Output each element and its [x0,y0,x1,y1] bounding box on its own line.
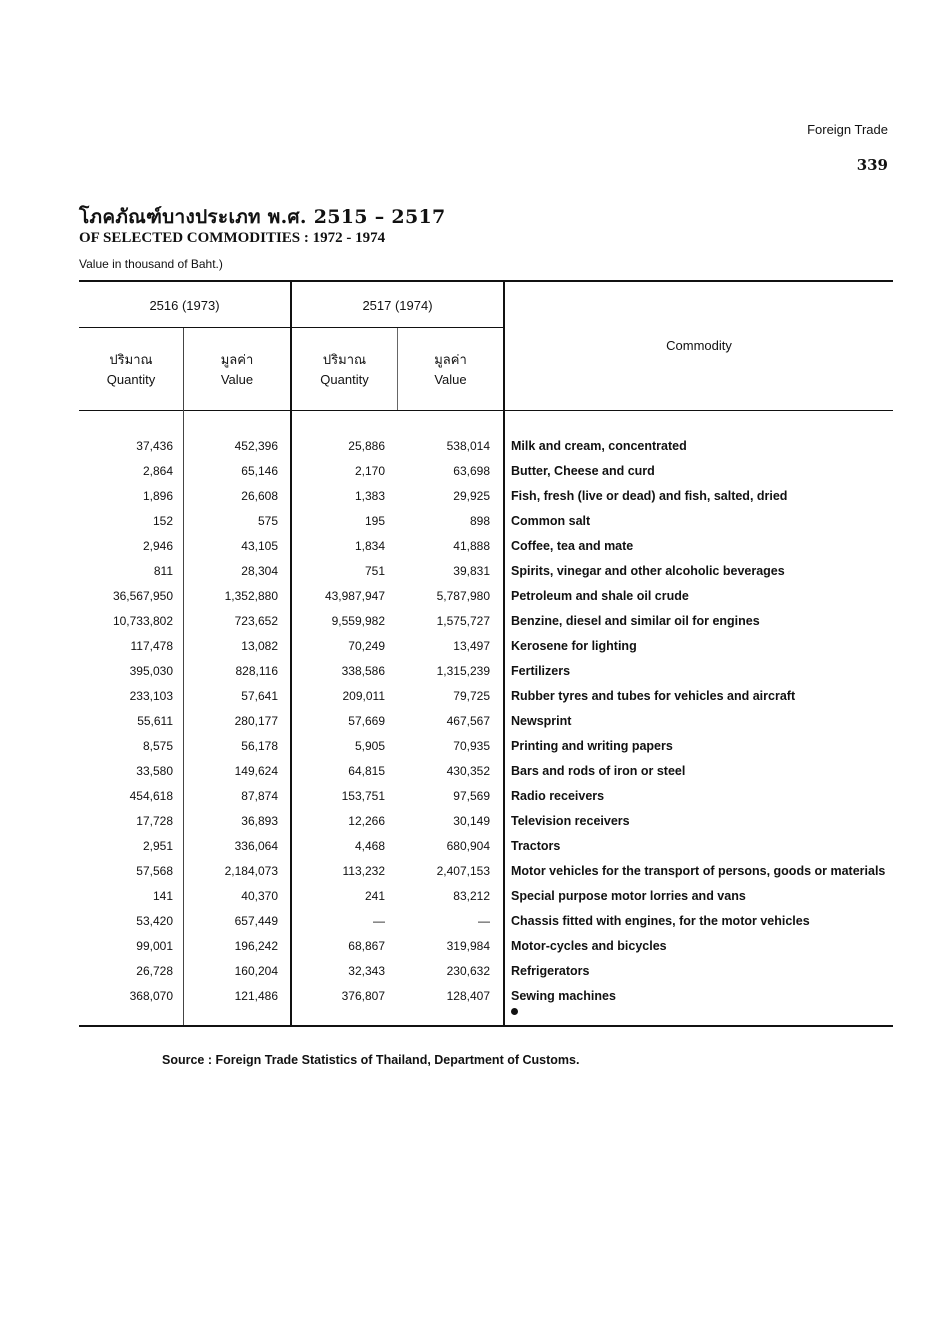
cell-value-1973: 828,116 [235,664,278,678]
cell-quantity-1973: 395,030 [129,664,173,678]
col-header-quantity-1973 [79,350,183,390]
cell-quantity-1973: 141 [152,889,173,903]
cell-commodity: Refrigerators [511,964,590,978]
cell-value-1973: 149,624 [234,764,278,778]
cell-value-1974: 70,935 [453,739,490,753]
cell-quantity-1974: 113,232 [342,864,385,878]
cell-quantity-1973: 36,567,950 [112,589,173,603]
year-header-1974: 2517 (1974) [362,298,433,313]
cell-value-1973: 1,352,880 [224,589,278,603]
commodity-table [79,280,893,1028]
cell-commodity: Printing and writing papers [511,739,673,753]
cell-value-1974: 230,632 [446,964,490,978]
cell-quantity-1973: 55,611 [137,714,173,728]
cell-value-1973: 2,184,073 [224,864,278,878]
cell-value-1974: 97,569 [453,789,490,803]
cell-quantity-1973: 53,420 [136,914,173,928]
cell-quantity-1973: 811 [153,564,173,578]
cell-commodity: Chassis fitted with engines, for the motor vehicles [511,914,810,928]
source-note: Source : Foreign Trade Statistics of Thailand, Department of Customs. [162,1053,580,1067]
cell-quantity-1973: 2,946 [142,539,173,553]
year-header-1973: 2516 (1973) [149,298,220,313]
cell-value-1974: 319,984 [446,939,490,953]
title-thai: โภคภัณฑ์บางประเภท พ.ศ. 2515 – 2517 [79,206,446,228]
cell-commodity: Spirits, vinegar and other alcoholic beverages [511,564,785,578]
cell-quantity-1973: 17,728 [136,814,173,828]
cell-value-1973: 575 [257,514,278,528]
cell-quantity-1974: 43,987,947 [324,589,385,603]
cell-quantity-1973: 33,580 [136,764,173,778]
cell-quantity-1973: 1,896 [142,489,173,503]
cell-value-1974: 79,725 [453,689,490,703]
cell-value-1974: 680,904 [446,839,490,853]
cell-quantity-1974: 5,905 [354,739,385,753]
cell-value-1973: 28,304 [241,564,278,578]
cell-value-1974: 1,315,239 [436,664,490,678]
cell-quantity-1974: 751 [364,564,385,578]
cell-value-1974: 41,888 [453,539,490,553]
cell-commodity: Television receivers [511,814,630,828]
cell-commodity: Coffee, tea and mate [511,539,634,553]
cell-value-1973: 13,082 [241,639,278,653]
cell-value-1974: 39,831 [453,564,490,578]
table-subtitle: Value in thousand of Baht.) [79,257,223,271]
cell-value-1974: 430,352 [446,764,490,778]
cell-quantity-1973: 37,436 [136,439,173,453]
cell-quantity-1974: 64,815 [348,764,385,778]
col-header-thai: มูลค่า [220,352,254,367]
cell-value-1973: 336,064 [234,839,278,853]
cell-quantity-1973: 454,618 [129,789,173,803]
cell-quantity-1974: 68,867 [348,939,385,953]
cell-value-1973: 43,105 [241,539,278,553]
cell-quantity-1973: 99,001 [136,939,173,953]
cell-value-1973: 280,177 [234,714,278,728]
cell-quantity-1973: 57,568 [136,864,173,878]
cell-value-1974: 128,407 [446,989,490,1003]
cell-value-1973: 87,874 [241,789,278,803]
col-header-thai: มูลค่า [434,352,467,367]
cell-value-1974: 30,149 [453,814,490,828]
cell-value-1973: 36,893 [241,814,278,828]
col-header-thai: ปริมาณ [109,352,153,367]
cell-quantity-1974: 12,266 [348,814,385,828]
cell-quantity-1974: 4,468 [354,839,385,853]
cell-value-1974: 83,212 [453,889,490,903]
cell-quantity-1974: 153,751 [341,789,385,803]
cell-quantity-1973: 233,103 [129,689,173,703]
cell-commodity: Butter, Cheese and curd [511,464,655,478]
cell-value-1973: 160,204 [234,964,278,978]
cell-quantity-1973: 2,951 [142,839,173,853]
cell-quantity-1974: 195 [364,514,385,528]
col-header-value-1973 [184,350,290,390]
cell-value-1974: 29,925 [453,489,490,503]
cell-quantity-1974: 32,343 [348,964,385,978]
cell-commodity: Fertilizers [511,664,571,678]
cell-value-1973: 196,242 [234,939,278,953]
page-number: 339 [856,156,888,174]
cell-quantity-1974: 9,559,982 [331,614,385,628]
cell-value-1973: 452,396 [234,439,278,453]
cell-quantity-1973: 8,575 [142,739,173,753]
cell-value-1974: 1,575,727 [436,614,490,628]
cell-commodity: Rubber tyres and tubes for vehicles and aircraft [511,689,796,703]
cell-quantity-1974: 1,834 [354,539,385,553]
col-header-value-1974 [398,350,503,390]
cell-value-1973: 57,641 [241,689,278,703]
commodity-column-rule [503,282,505,1025]
cell-commodity: Sewing machines [511,989,616,1003]
cell-quantity-1973: 26,728 [136,964,173,978]
cell-value-1974: 538,014 [446,439,490,453]
col-header-en: Value [220,372,254,387]
col-header-en: Quantity [320,372,369,387]
cell-value-1974: 13,497 [453,639,490,653]
cell-commodity: Tractors [511,839,561,853]
cell-quantity-1974: 209,011 [342,689,385,703]
cell-quantity-1974: 376,807 [341,989,385,1003]
table-top-rule [79,280,893,282]
end-bullet [511,1008,518,1015]
cell-commodity: Milk and cream, concentrated [511,439,687,453]
table-bottom-rule [79,1025,893,1027]
cell-value-1974: 5,787,980 [436,589,490,603]
cell-commodity: Special purpose motor lorries and vans [511,889,746,903]
cell-commodity: Kerosene for lighting [511,639,637,653]
col-header-en: Value [434,372,467,387]
running-head: Foreign Trade [807,122,888,137]
cell-value-1974: 898 [469,514,490,528]
cell-commodity: Bars and rods of iron or steel [511,764,686,778]
cell-value-1973: 121,486 [234,989,278,1003]
cell-commodity: Motor vehicles for the transport of persons, goods or materials [511,864,886,878]
cell-quantity-1974: 338,586 [341,664,385,678]
cell-quantity-1974: 70,249 [348,639,385,653]
cell-commodity: Benzine, diesel and similar oil for engines [511,614,760,628]
cell-quantity-1973: 2,864 [142,464,173,478]
cell-value-1974: 2,407,153 [436,864,490,878]
cell-quantity-1973: 368,070 [129,989,173,1003]
cell-quantity-1974: 241 [364,889,385,903]
cell-commodity: Motor-cycles and bicycles [511,939,667,953]
header-bottom-rule [79,410,893,411]
commodity-header: Commodity [666,338,732,353]
cell-quantity-1974: 2,170 [354,464,385,478]
cell-quantity-1973: 117,478 [130,639,173,653]
cell-commodity: Common salt [511,514,591,528]
cell-commodity: Radio receivers [511,789,605,803]
col-header-quantity-1974 [292,350,397,390]
cell-quantity-1973: 152 [152,514,173,528]
col-header-thai: ปริมาณ [322,352,367,367]
cell-value-1974: 63,698 [453,464,490,478]
cell-value-1973: 26,608 [241,489,278,503]
cell-value-1973: 40,370 [241,889,278,903]
col-header-en: Quantity [106,372,156,387]
cell-quantity-1974: — [373,914,385,928]
title-english: OF SELECTED COMMODITIES : 1972 - 1974 [79,230,386,246]
cell-value-1973: 56,178 [241,739,278,753]
cell-quantity-1974: 1,383 [354,489,385,503]
cell-commodity: Newsprint [511,714,572,728]
cell-value-1973: 65,146 [241,464,278,478]
cell-quantity-1973: 10,733,802 [112,614,173,628]
cell-quantity-1974: 25,886 [348,439,385,453]
cell-value-1973: 657,449 [234,914,278,928]
cell-value-1973: 723,652 [234,614,278,628]
cell-value-1974: — [478,914,490,928]
cell-commodity: Fish, fresh (live or dead) and fish, salted, dried [511,489,788,503]
cell-value-1974: 467,567 [446,714,490,728]
cell-commodity: Petroleum and shale oil crude [511,589,689,603]
cell-quantity-1974: 57,669 [348,714,385,728]
